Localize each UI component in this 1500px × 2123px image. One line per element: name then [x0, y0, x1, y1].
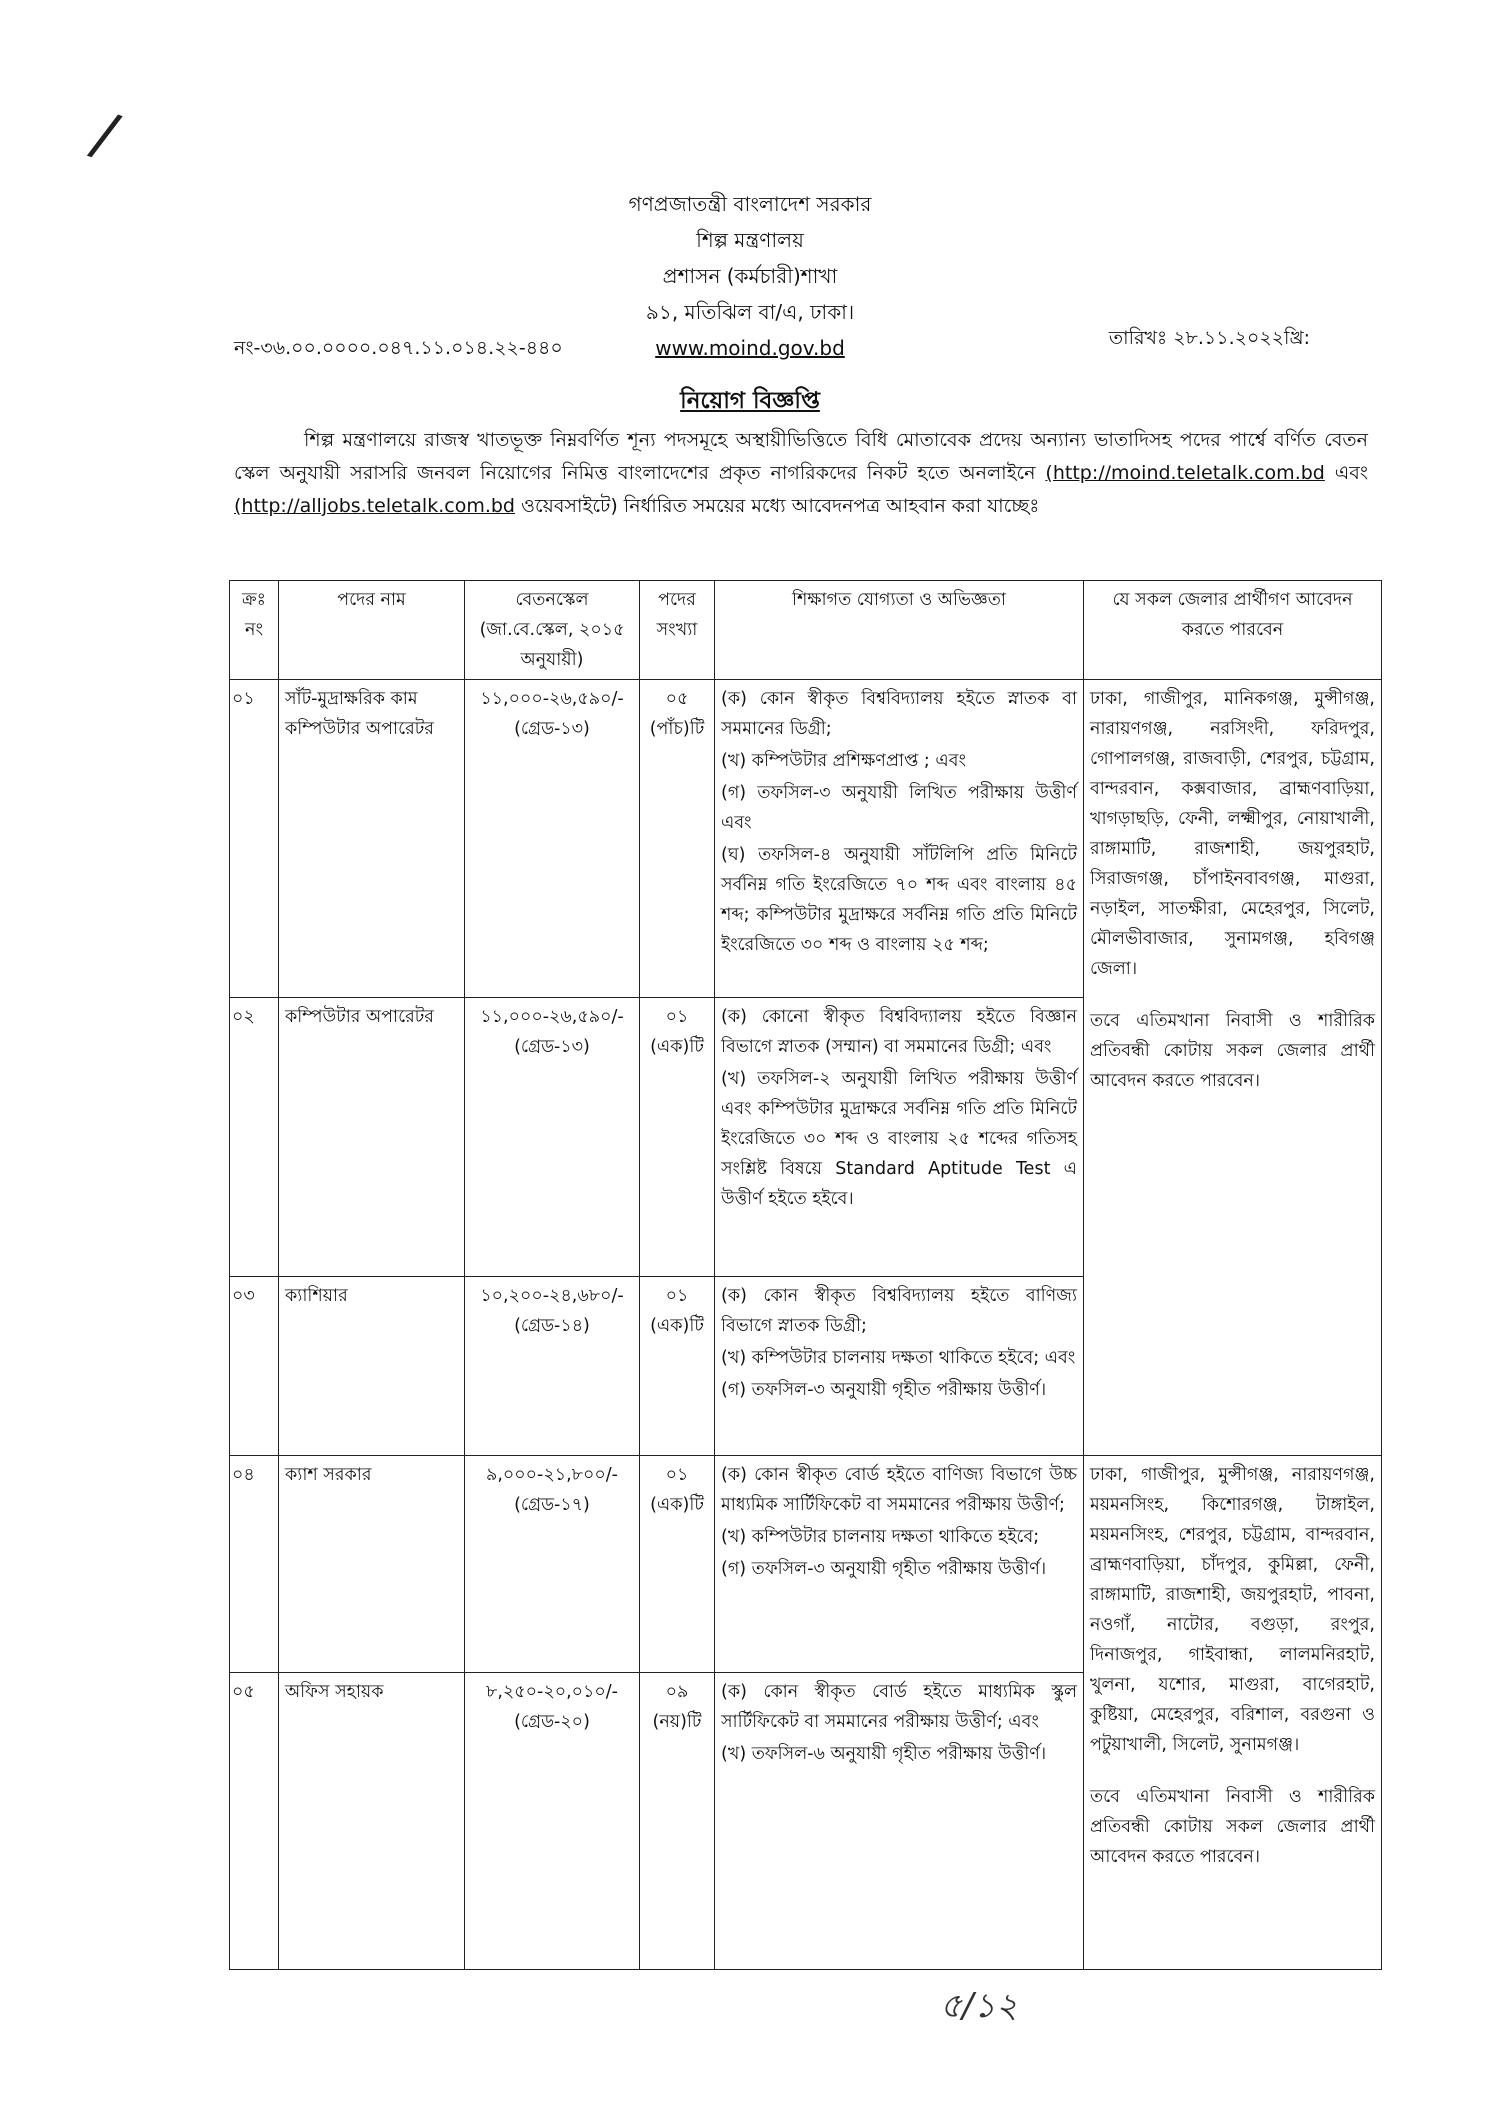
branch-name: প্রশাসন (কর্মচারী)শাখা [662, 264, 838, 288]
handwritten-mark: / [83, 98, 127, 172]
post-count: ০১ (এক)টি [640, 1277, 715, 1456]
pay-scale: ১০,২০০-২৪,৬৮০/- (গ্রেড-১৪) [465, 1277, 640, 1456]
post-name: সাঁট-মুদ্রাক্ষরিক কাম কম্পিউটার অপারেটর [279, 680, 465, 998]
post-count: ০৫ (পাঁচ)টি [640, 680, 715, 998]
table-header-row [230, 581, 1382, 680]
quota-note: তবে এতিমখানা নিবাসী ও শারীরিক প্রতিবন্ধী কোটায় সকল জেলার প্রার্থী আবেদন করতে পারবেন। [1090, 1787, 1375, 1867]
website-link[interactable]: www.moind.gov.bd [655, 336, 845, 360]
serial: ০৪ [230, 1456, 279, 1673]
pay-scale: ১১,০০০-২৬,৫৯০/- (গ্রেড-১৩) [465, 998, 640, 1277]
col-scale: বেতনস্কেল (জা.বে.স্কেল, ২০১৫ অনুযায়ী) [465, 581, 640, 680]
qualification: (ক) কোন স্বীকৃত বোর্ড হইতে বাণিজ্য বিভাগে উচ্চ মাধ্যমিক সার্টিফিকেট বা সমমানের পরীক্ষায় উত্তীর্ণ; (খ) কম্পিউটার চালনায় দক্ষতা থাকিতে হইবে; (গ) তফসিল-৩ অনুযায়ী গৃহীত পরীক্ষায় উত্তীর্ণ। [715, 1456, 1084, 1673]
serial: ০২ [230, 998, 279, 1277]
post-name: ক্যাশ সরকার [279, 1456, 465, 1673]
serial: ০৩ [230, 1277, 279, 1456]
col-districts: যে সকল জেলার প্রার্থীগণ আবেদন করতে পারবেন [1084, 581, 1382, 680]
ministry-name: শিল্প মন্ত্রণালয় [696, 228, 804, 252]
pay-scale: ৯,০০০-২১,৮০০/- (গ্রেড-১৭) [465, 1456, 640, 1673]
serial: ০৫ [230, 1673, 279, 1970]
teletalk-link[interactable]: (http://moind.teletalk.com.bd [1045, 462, 1325, 484]
table-row [230, 1456, 1382, 1673]
handwritten-initials: ৫/১২ [940, 1986, 1018, 2026]
col-count: পদের সংখ্যা [640, 581, 715, 680]
eligible-districts: ঢাকা, গাজীপুর, মুন্সীগঞ্জ, নারায়ণগঞ্জ, ময়মনসিংহ, কিশোরগঞ্জ, টাঙ্গাইল, ময়মনসিংহ, শেরপুর, চট্টগ্রাম, বান্দরবান, ব্রাহ্মণবাড়িয়া, চাঁদপুর, কুমিল্লা, ফেনী, রাঙ্গামাটি, রাজশাহী, জয়পুরহাট, পাবনা, নওগাঁ, নাটোর, বগুড়া, রংপুর, দিনাজপুর, গাইবান্ধা, লালমনিরহাট, খুলনা, যশোর, মাগুরা, বাগেরহাট, কুষ্টিয়া, মেহেরপুর, বরিশাল, বরগুনা ও পটুয়াখালী, সিলেট, সুনামগঞ্জ। তবে এতিমখানা নিবাসী ও শারীরিক প্রতিবন্ধী কোটায় সকল জেলার প্রার্থী আবেদন করতে পারবেন। [1084, 1456, 1382, 1970]
vacancy-table [229, 580, 1382, 1970]
post-name: ক্যাশিয়ার [279, 1277, 465, 1456]
notice-title: নিয়োগ বিজ্ঞপ্তি [680, 388, 820, 414]
pay-scale: ১১,০০০-২৬,৫৯০/- (গ্রেড-১৩) [465, 680, 640, 998]
qualification: (ক) কোন স্বীকৃত বিশ্ববিদ্যালয় হইতে স্নাতক বা সমমানের ডিগ্রী; (খ) কম্পিউটার প্রশিক্ষণপ্রাপ্ত ; এবং (গ) তফসিল-৩ অনুযায়ী লিখিত পরীক্ষায় উত্তীর্ণ এবং (ঘ) তফসিল-৪ অনুযায়ী সাঁটলিপি প্রতি মিনিটে সর্বনিম্ন গতি ইংরেজিতে ৭০ শব্দ এবং বাংলায় ৪৫ শব্দ; কম্পিউটার মুদ্রাক্ষরে সর্বনিম্ন গতি প্রতি মিনিটে ইংরেজিতে ৩০ শব্দ ও বাংলায় ২৫ শব্দ; [715, 680, 1084, 998]
memo-number: নং-৩৬.০০.০০০০.০৪৭.১১.০১৪.২২-৪৪০ [234, 337, 563, 359]
address: ৯১, মতিঝিল বা/এ, ঢাকা। [645, 300, 855, 324]
col-serial: ক্রঃ নং [230, 581, 279, 680]
qualification: (ক) কোনো স্বীকৃত বিশ্ববিদ্যালয় হইতে বিজ্ঞান বিভাগে স্নাতক (সম্মান) বা সমমানের ডিগ্রী; এবং (খ) তফসিল-২ অনুযায়ী লিখিত পরীক্ষায় উত্তীর্ণ এবং কম্পিউটার মুদ্রাক্ষরে সর্বনিম্ন গতি প্রতি মিনিটে ইংরেজিতে ৩০ শব্দ ও বাংলায় ২৫ শব্দের গতিসহ সংশ্লিষ্ট বিষয়ে Standard Aptitude Test এ উত্তীর্ণ হইতে হইবে। [715, 998, 1084, 1277]
pay-scale: ৮,২৫০-২০,০১০/- (গ্রেড-২০) [465, 1673, 640, 1970]
govt-name: গণপ্রজাতন্ত্রী বাংলাদেশ সরকার [628, 192, 872, 216]
eligible-districts: ঢাকা, গাজীপুর, মানিকগঞ্জ, মুন্সীগঞ্জ, নারায়ণগঞ্জ, নরসিংদী, ফরিদপুর, গোপালগঞ্জ, রাজবাড়ী, শেরপুর, চট্টগ্রাম, বান্দরবান, কক্সবাজার, ব্রাহ্মণবাড়িয়া, খাগড়াছড়ি, ফেনী, লক্ষ্মীপুর, নোয়াখালী, রাঙ্গামাটি, রাজশাহী, জয়পুরহাট, সিরাজগঞ্জ, চাঁপাইনবাবগঞ্জ, মাগুরা, নড়াইল, সাতক্ষীরা, মেহেরপুর, সিলেট, মৌলভীবাজার, সুনামগঞ্জ, হবিগঞ্জ জেলা। তবে এতিমখানা নিবাসী ও শারীরিক প্রতিবন্ধী কোটায় সকল জেলার প্রার্থী আবেদন করতে পারবেন। [1084, 680, 1382, 1456]
quota-note: তবে এতিমখানা নিবাসী ও শারীরিক প্রতিবন্ধী কোটায় সকল জেলার প্রার্থী আবেদন করতে পারবেন। [1090, 1011, 1375, 1091]
post-count: ০১ (এক)টি [640, 1456, 715, 1673]
post-name: কম্পিউটার অপারেটর [279, 998, 465, 1277]
date: তারিখঃ ২৮.১১.২০২২খ্রি: [1108, 327, 1310, 349]
alljobs-link[interactable]: (http://alljobs.teletalk.com.bd [234, 495, 515, 517]
qualification: (ক) কোন স্বীকৃত বোর্ড হইতে মাধ্যমিক স্কুল সার্টিফিকেট বা সমমানের পরীক্ষায় উত্তীর্ণ; এবং (খ) তফসিল-৬ অনুযায়ী গৃহীত পরীক্ষায় উত্তীর্ণ। [715, 1673, 1084, 1970]
post-name: অফিস সহায়ক [279, 1673, 465, 1970]
qualification: (ক) কোন স্বীকৃত বিশ্ববিদ্যালয় হইতে বাণিজ্য বিভাগে স্নাতক ডিগ্রী; (খ) কম্পিউটার চালনায় দক্ষতা থাকিতে হইবে; এবং (গ) তফসিল-৩ অনুযায়ী গৃহীত পরীক্ষায় উত্তীর্ণ। [715, 1277, 1084, 1456]
col-qualification: শিক্ষাগত যোগ্যতা ও অভিজ্ঞতা [715, 581, 1084, 680]
post-count: ০৯ (নয়)টি [640, 1673, 715, 1970]
col-post: পদের নাম [279, 581, 465, 680]
intro-paragraph: শিল্প মন্ত্রণালয়ে রাজস্ব খাতভূক্ত নিম্নবর্ণিত শূন্য পদসমূহে অস্থায়ীভিত্তিতে বিধি মোতাবেক প্রদেয় অন্যান্য ভাতাদিসহ পদের পার্শ্বে বর্ণিত বেতন স্কেল অনুযায়ী সরাসরি জনবল নিয়োগের নিমিত্ত বাংলাদেশের প্রকৃত নাগরিকদের নিকট হতে অনলাইনে (http://moind.teletalk.com.bd এবং (http://alljobs.teletalk.com.bd ওয়েবসাইটে) নির্ধারিত সময়ের মধ্যে আবেদনপত্র আহবান করা যাচ্ছেঃ [234, 429, 1368, 517]
table-row [230, 680, 1382, 998]
post-count: ০১ (এক)টি [640, 998, 715, 1277]
serial: ০১ [230, 680, 279, 998]
